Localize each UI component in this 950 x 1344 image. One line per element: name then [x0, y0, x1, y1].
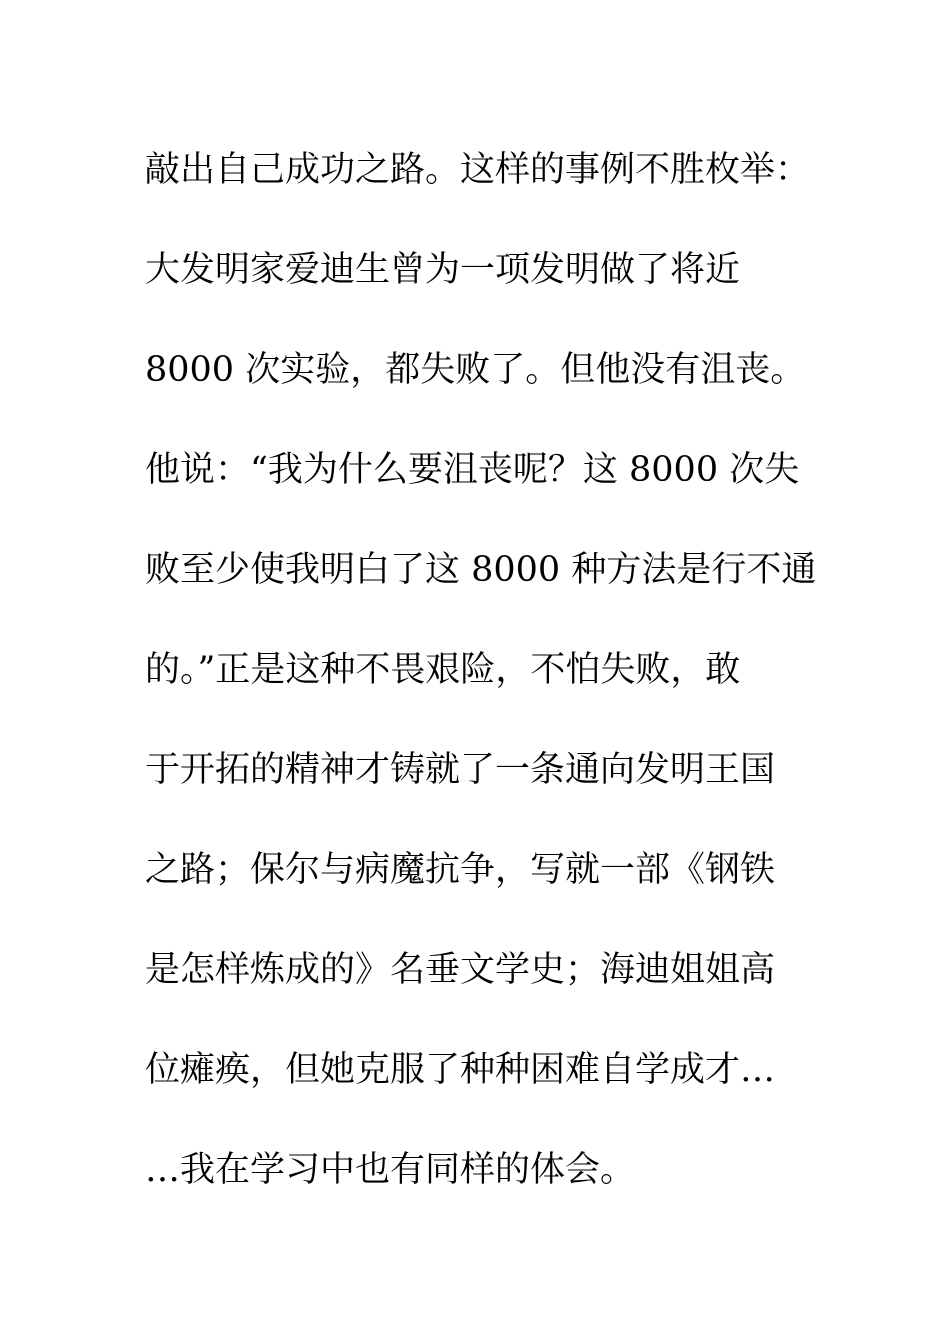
text-line-6: 的。”正是这种不畏艰险，不怕失败，敢 [145, 650, 741, 690]
text-line-1: 敲出自己成功之路。这样的事例不胜枚举： [145, 150, 811, 190]
text-line-11: …我在学习中也有同样的体会。 [145, 1150, 636, 1190]
text-line-8: 之路；保尔与病魔抗争，写就一部《钢铁 [145, 850, 776, 890]
text-line-9: 是怎样炼成的》名垂文学史；海迪姐姐高 [145, 950, 776, 990]
text-line-2: 大发明家爱迪生曾为一项发明做了将近 [145, 250, 741, 290]
text-line-10: 位瘫痪，但她克服了种种困难自学成才… [145, 1050, 776, 1090]
text-line-7: 于开拓的精神才铸就了一条通向发明王国 [145, 750, 776, 790]
text-line-3: 8000 次实验，都失败了。但他没有沮丧。 [145, 350, 806, 390]
text-line-5: 败至少使我明白了这 8000 种方法是行不通 [145, 550, 817, 590]
text-line-4: 他说：“我为什么要沮丧呢？这 8000 次失 [145, 450, 800, 490]
paragraph [145, 120, 825, 1220]
